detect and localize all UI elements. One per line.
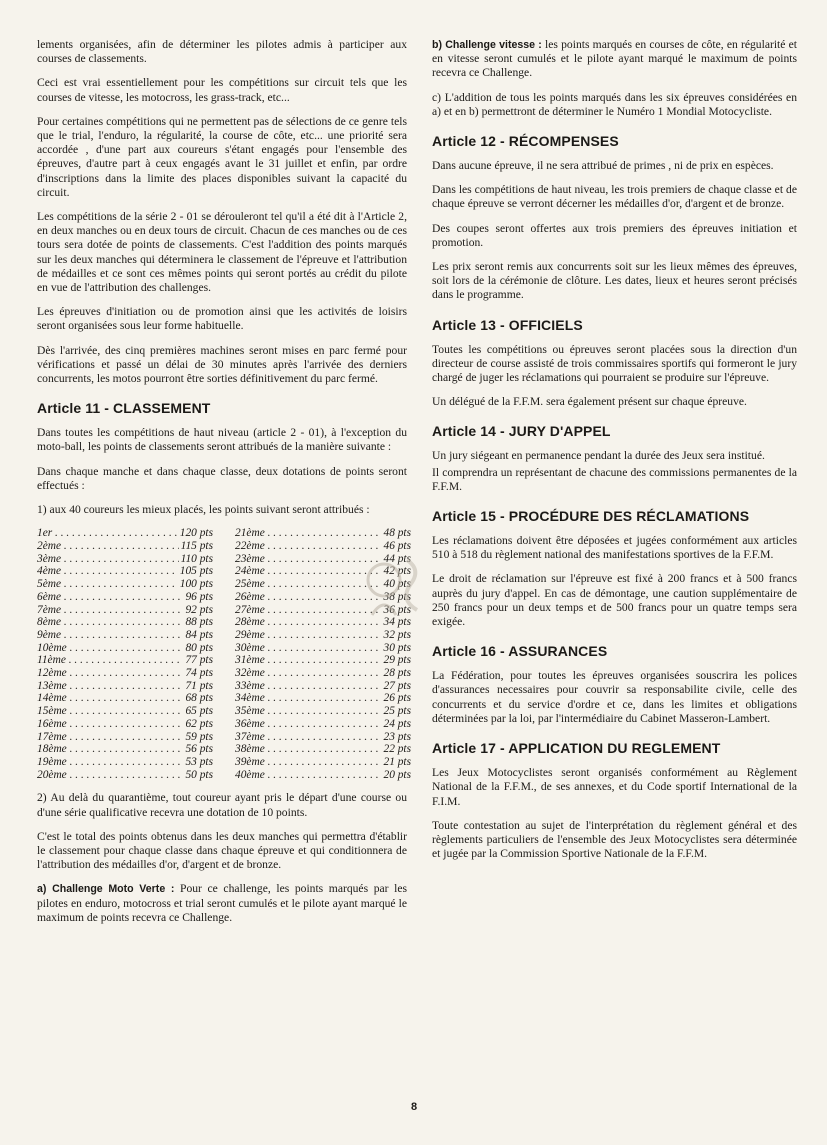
rank-label: 21ème . . . — [235, 527, 381, 540]
rank-label: 5ème . . . — [37, 578, 178, 591]
paragraph: Dans chaque manche et dans chaque classe, deux dotations de points seront effectués : — [37, 464, 407, 492]
rank-points: 62 pts — [185, 717, 214, 730]
points-row — [37, 705, 213, 718]
paragraph: Des coupes seront offertes aux trois premiers des épreuves initiation et promotion. — [432, 221, 797, 249]
article-12-heading: Article 12 - RÉCOMPENSES — [432, 133, 619, 150]
points-row — [37, 553, 213, 566]
rank-label: 40ème . . . — [235, 769, 381, 782]
rank-label: 9ème . . . — [37, 629, 183, 642]
rank-label: 36ème . . . — [235, 718, 381, 731]
page-number: 8 — [410, 1101, 418, 1113]
rank-points: 34 pts — [383, 616, 412, 629]
rank-label: 39ème . . . — [235, 756, 381, 769]
points-row — [37, 718, 213, 731]
rank-label: 35ème . . . — [235, 705, 381, 718]
rank-points: 20 pts — [383, 768, 412, 781]
rank-label: 13ème . . . — [37, 680, 183, 693]
rank-points: 50 pts — [185, 768, 214, 781]
rank-points: 24 pts — [383, 717, 412, 730]
rank-points: 88 pts — [185, 616, 214, 629]
rank-label: 7ème . . . — [37, 604, 183, 617]
points-row — [37, 629, 213, 642]
rank-label: 20ème . . . — [37, 769, 183, 782]
points-row — [37, 731, 213, 744]
challenge-b-label: b) Challenge vitesse : — [432, 39, 542, 51]
points-row — [235, 756, 411, 769]
points-row — [37, 540, 213, 553]
points-row — [235, 692, 411, 705]
paragraph: lements organisées, afin de déterminer les pilotes admis à participer aux courses de classements. — [37, 38, 407, 66]
paragraph: Dans les compétitions de haut niveau, les trois premiers de chaque classe et de chaque épreuve se verront décerner les médailles d'or, d'argent et de bronze. — [432, 183, 797, 211]
rank-points: 96 pts — [185, 590, 214, 603]
paragraph: Un jury siégeant en permanence pendant la durée des Jeux sera institué. — [432, 449, 765, 463]
points-row — [235, 527, 411, 540]
rank-points: 29 pts — [383, 654, 412, 667]
paragraph: Toutes les compétitions ou épreuves seront placées sous la direction d'un directeur de course assisté de trois commissaires sportifs qui formeront le jury chargé de juger les réclamations qui pourraient se produire sur l'épreuve. — [432, 342, 797, 385]
rank-points: 32 pts — [383, 628, 412, 641]
challenge-a-label: a) Challenge Moto Verte : — [37, 883, 175, 896]
points-row — [37, 616, 213, 629]
paragraph: Dans aucune épreuve, il ne sera attribué de primes , ni de prix en espèces. — [432, 159, 774, 173]
points-row — [235, 654, 411, 667]
rank-label: 23ème . . . — [235, 553, 381, 566]
paragraph: Dès l'arrivée, des cinq premières machines seront mises en parc fermé pour vérifications et passé un délai de 30 minutes après l'arrivée des derniers concurrents, les motos pourront être sorties définitivement du parc fermé. — [37, 343, 407, 386]
points-row — [235, 680, 411, 693]
challenge-a-text: Pour ce challenge, les points marqués par les pilotes en enduro, motocross et trial seront cumulés et le pilote ayant marqué le maximum de points recevra ce Challenge. — [37, 882, 407, 924]
rank-label: 15ème . . . — [37, 705, 183, 718]
rank-label: 12ème . . . — [37, 667, 183, 680]
rank-points: 84 pts — [185, 628, 214, 641]
points-row — [37, 642, 213, 655]
paragraph: La Fédération, pour toutes les épreuves organisées souscrira les polices d'assurances necessaires pour couvrir sa responsabilite civile, celle des concurrents et du service d'ordre et ce, dans les limites et obligations déterminées par la loi, par l'intermédiaire du Cabinet Masseron-Lambert. — [432, 669, 797, 725]
points-row — [37, 667, 213, 680]
rank-label: 10ème . . . — [37, 642, 183, 655]
points-row — [37, 680, 213, 693]
rank-label: 11ème . . . — [37, 654, 183, 667]
article-11-heading: Article 11 - CLASSEMENT — [37, 400, 211, 417]
points-row — [235, 731, 411, 744]
rank-label: 17ème . . . — [37, 731, 183, 744]
rank-label: 4ème . . . — [37, 565, 178, 578]
points-row — [235, 642, 411, 655]
rank-points: 27 pts — [383, 679, 412, 692]
points-row — [37, 692, 213, 705]
points-row — [37, 743, 213, 756]
rank-points: 120 pts — [179, 527, 214, 540]
paragraph: Les prix seront remis aux concurrents soit sur les lieux mêmes des épreuves, soit lors de la cérémonie de clôture. Les dates, lieux et heures seront précisés dans le programme. — [432, 260, 797, 302]
paragraph: Un délégué de la F.F.M. sera également présent sur chaque épreuve. — [432, 395, 747, 409]
rank-points: 44 pts — [383, 552, 412, 565]
rank-points: 71 pts — [185, 679, 214, 692]
points-row — [235, 718, 411, 731]
rank-label: 27ème . . . — [235, 604, 381, 617]
rank-label: 1er . . . — [37, 527, 178, 540]
rank-points: 105 pts — [179, 565, 214, 578]
rank-label: 18ème . . . — [37, 743, 183, 756]
rank-points: 26 pts — [383, 692, 412, 705]
paragraph: Ceci est vrai essentiellement pour les compétitions sur circuit tels que les courses de vitesse, les motocross, les grass-track, etc... — [37, 76, 407, 104]
points-row — [37, 654, 213, 667]
rank-label: 28ème . . . — [235, 616, 381, 629]
rank-points: 110 pts — [180, 552, 214, 565]
article-14-heading: Article 14 - JURY D'APPEL — [432, 423, 611, 440]
points-row — [37, 527, 213, 540]
rank-label: 29ème . . . — [235, 629, 381, 642]
points-row — [235, 743, 411, 756]
rank-points: 42 pts — [383, 565, 412, 578]
challenge-b-paragraph — [432, 38, 797, 81]
rank-points: 48 pts — [383, 527, 412, 540]
paragraph: Il comprendra un représentant de chacune des commissions permanentes de la F.F.M. — [432, 465, 797, 493]
right-column — [432, 38, 797, 871]
paragraph: 1) aux 40 coureurs les mieux placés, les points suivant seront attribués : — [37, 503, 370, 517]
article-15-heading: Article 15 - PROCÉDURE DES RÉCLAMATIONS — [432, 508, 750, 525]
rank-points: 74 pts — [185, 667, 214, 680]
rank-points: 36 pts — [383, 603, 412, 616]
paragraph: Dans toutes les compétitions de haut niveau (article 2 - 01), à l'exception du moto-ball, les points de classements seront attribués de la manière suivante : — [37, 426, 407, 454]
paragraph: Toute contestation au sujet de l'interprétation du règlement général et des règlements particuliers de l'ensemble des Jeux Motocyclistes sera déterminée et jugée par la Commission Sportive Nationale de la F.F.M. — [432, 818, 797, 861]
paragraph: Pour certaines compétitions qui ne permettent pas de sélections de ce genre tels que le trial, l'enduro, la régularité, la course de côte, etc... une priorité sera accordée , d'une part aux coureurs s'étant engagés pour l'ensemble des épreuves, d'autre part à ceux engagés avant le 31 juillet et enfin, par ordre d'inscriptions dans la limite des places disponibles suivant la capacité du circuit. — [37, 114, 407, 199]
rank-label: 2ème . . . — [37, 540, 179, 553]
rank-points: 25 pts — [383, 705, 412, 718]
left-column — [37, 38, 412, 935]
challenge-b-text: les points marqués en courses de côte, en régularité et en vitesse seront cumulés et le pilote ayant marqué le maximum de points recevra ce Challenge. — [432, 38, 797, 80]
rank-points: 46 pts — [383, 539, 412, 552]
rank-label: 16ème . . . — [37, 718, 183, 731]
rank-label: 22ème . . . — [235, 540, 381, 553]
article-16-heading: Article 16 - ASSURANCES — [432, 643, 608, 660]
points-row — [37, 565, 213, 578]
rank-points: 22 pts — [383, 743, 412, 756]
challenge-a-paragraph — [37, 882, 407, 925]
rank-points: 28 pts — [383, 667, 412, 680]
article-13-heading: Article 13 - OFFICIELS — [432, 316, 583, 333]
rank-label: 6ème . . . — [37, 591, 183, 604]
faded-stamp-icon — [362, 540, 432, 640]
paragraph: Les Jeux Motocyclistes seront organisés conformément au Règlement National de la F.F.M., de ses annexes, et du Code sportif International de la F.I.M. — [432, 766, 797, 808]
challenge-c-paragraph: c) L'addition de tous les points marqués dans les six épreuves considérées en a) et en b) permettront de déterminer le Numéro 1 Mondial Motocycliste. — [432, 90, 797, 118]
rank-points: 56 pts — [185, 743, 214, 756]
rank-label: 26ème . . . — [235, 591, 381, 604]
points-table-left-column — [37, 527, 213, 781]
points-row — [37, 591, 213, 604]
paragraph: Le droit de réclamation sur l'épreuve est fixé à 200 francs et à 500 francs auprès du jury d'appel. En cas de démontage, une caution supplémentaire de 250 francs pour un deux temps et de 500 francs pour un quatre temps sera exigée. — [432, 572, 797, 629]
paragraph: Les compétitions de la série 2 - 01 se dérouleront tel qu'il a été dit à l'Article 2, en deux manches ou en deux tours de circuit. Chacun de ces manches ou de ces tours sera dotée de points de classements. C'est l'addition des points marqués sur les deux manches qui déterminera le classement de l'épreuve et l'attribution de médailles et ce sont ces mêmes points qui seront portés au crédit du pilote en vue de l'attribution des challenges. — [37, 210, 407, 295]
paragraph: C'est le total des points obtenus dans les deux manches qui permettra d'établir le classement pour chaque classe dans chaque épreuve et qui conditionnera de l'attribution des médailles d'or, d'argent et de bronze. — [37, 829, 407, 872]
rank-points: 59 pts — [185, 730, 214, 743]
rank-label: 19ème . . . — [37, 756, 183, 769]
rank-label: 38ème . . . — [235, 743, 381, 756]
points-table — [37, 527, 412, 781]
rank-label: 37ème . . . — [235, 731, 381, 744]
rank-label: 3ème . . . — [37, 553, 179, 566]
rank-label: 25ème . . . — [235, 578, 381, 591]
paragraph: Les réclamations doivent être déposées et jugées conformément aux articles 510 à 518 du règlement national des manifestations sportives de la F.F.M. — [432, 534, 797, 562]
rank-points: 38 pts — [383, 590, 412, 603]
points-row — [235, 667, 411, 680]
rank-label: 24ème . . . — [235, 565, 381, 578]
rank-label: 8ème . . . — [37, 616, 183, 629]
rank-points: 77 pts — [185, 654, 214, 667]
rank-label: 30ème . . . — [235, 642, 381, 655]
points-row — [37, 604, 213, 617]
points-row — [37, 756, 213, 769]
rank-label: 33ème . . . — [235, 680, 381, 693]
rank-label: 32ème . . . — [235, 667, 381, 680]
rank-points: 115 pts — [180, 539, 214, 552]
rank-points: 53 pts — [185, 755, 214, 768]
rank-points: 23 pts — [383, 730, 412, 743]
rank-points: 21 pts — [383, 755, 412, 768]
points-row — [235, 769, 411, 782]
paragraph: 2) Au delà du quarantième, tout coureur ayant pris le départ d'une course ou d'une série qualificative recevra une dotation de 10 points. — [37, 791, 407, 819]
rank-points: 80 pts — [185, 641, 214, 654]
article-17-heading: Article 17 - APPLICATION DU REGLEMENT — [432, 740, 721, 757]
points-row — [37, 769, 213, 782]
points-row — [235, 705, 411, 718]
rank-label: 34ème . . . — [235, 692, 381, 705]
paragraph: Les épreuves d'initiation ou de promotion ainsi que les activités de loisirs seront organisées sous leur forme habituelle. — [37, 305, 407, 333]
rank-points: 100 pts — [179, 578, 214, 591]
rank-points: 92 pts — [185, 603, 214, 616]
points-row — [37, 578, 213, 591]
rank-points: 40 pts — [383, 578, 412, 591]
rank-label: 31ème . . . — [235, 654, 381, 667]
rank-points: 68 pts — [185, 692, 214, 705]
rank-label: 14ème . . . — [37, 692, 183, 705]
rank-points: 65 pts — [185, 705, 214, 718]
rank-points: 30 pts — [383, 641, 412, 654]
